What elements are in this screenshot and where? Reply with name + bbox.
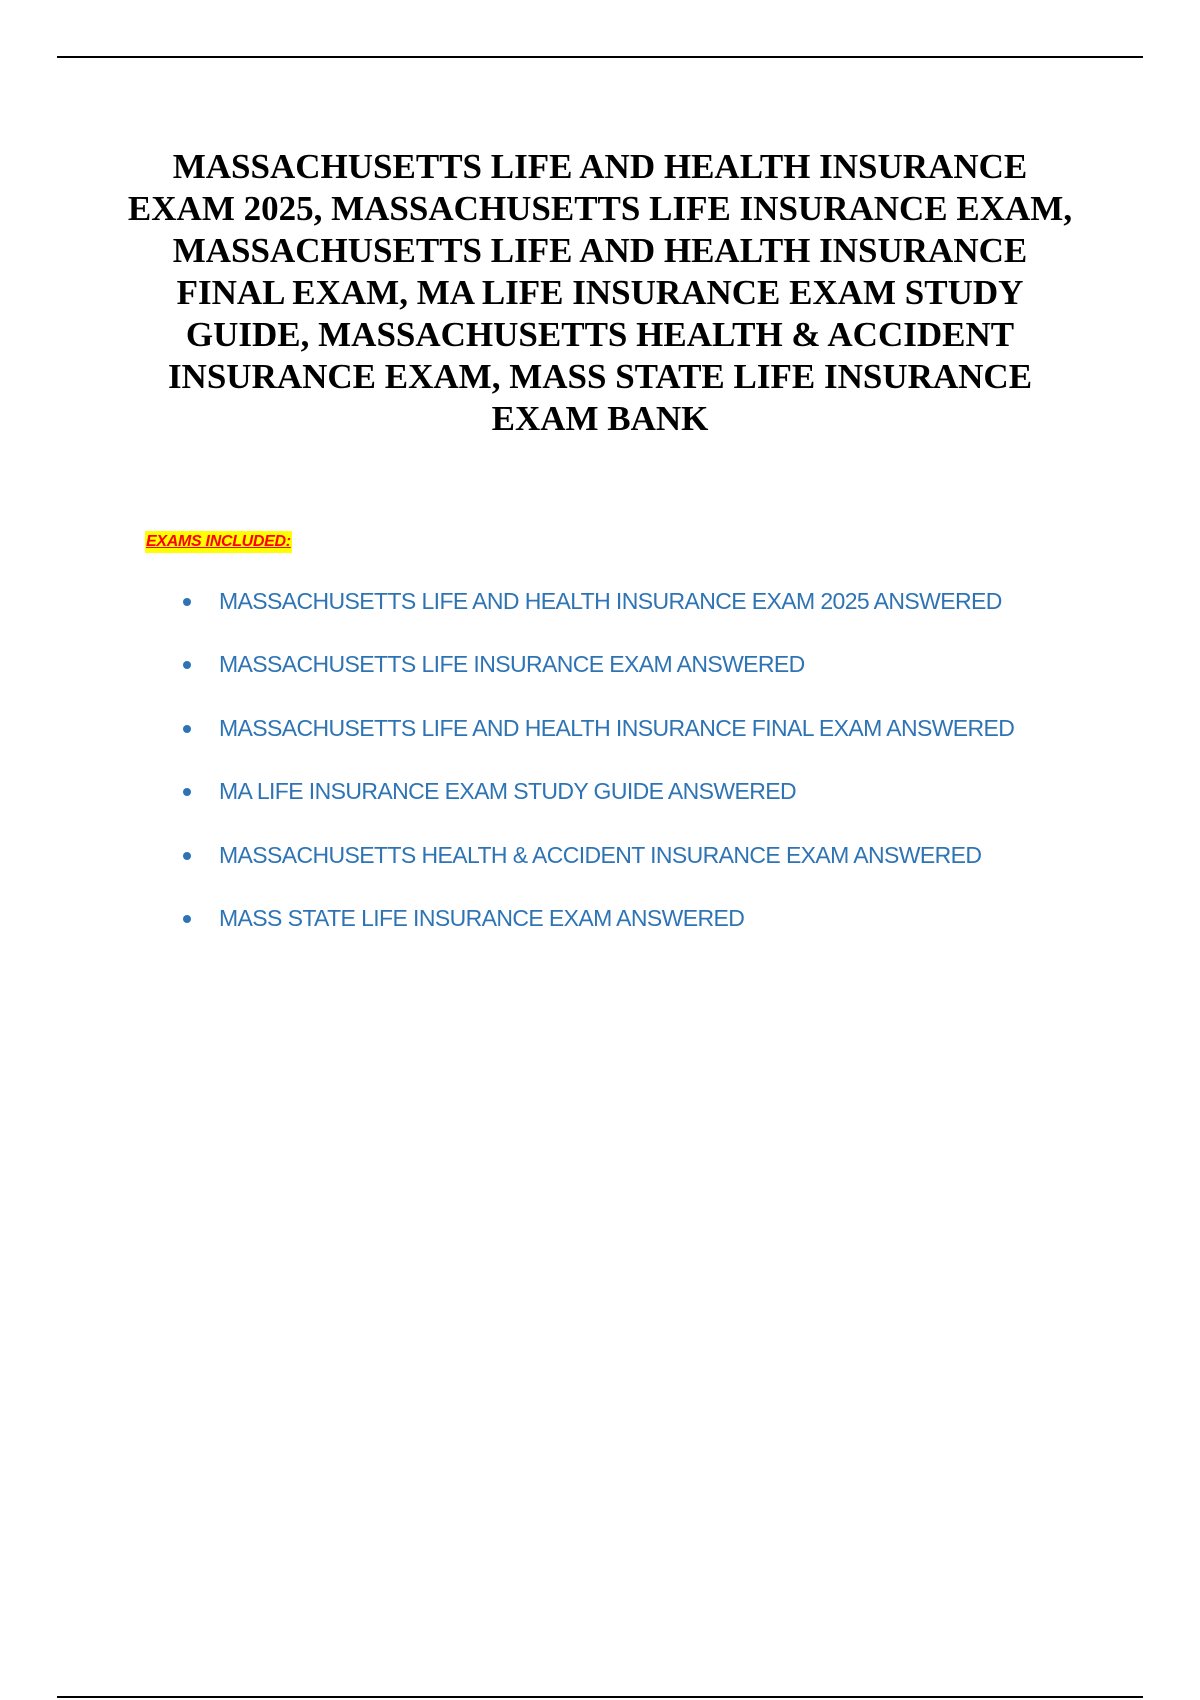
exam-list-item	[180, 901, 1140, 964]
bullet-icon	[183, 725, 191, 733]
top-rule	[57, 56, 1143, 58]
bullet-icon	[183, 661, 191, 669]
bullet-icon	[183, 852, 191, 860]
exam-list-item	[180, 711, 1140, 774]
bullet-icon	[183, 598, 191, 606]
document-title: MASSACHUSETTS LIFE AND HEALTH INSURANCE EXAM 2025, MASSACHUSETTS LIFE INSURANCE EXAM, MASSACHUSETTS LIFE AND HEALTH INSURANCE FINAL EXAM, MA LIFE INSURANCE EXAM STUDY GUIDE, MASSACHUSETTS HEALTH & ACCIDENT INSURANCE EXAM, MASS STATE LIFE INSURANCE EXAM BANK	[127, 147, 1073, 438]
bullet-icon	[183, 788, 191, 796]
exam-item-text: MASSACHUSETTS HEALTH & ACCIDENT INSURANCE EXAM ANSWERED	[219, 841, 982, 868]
exam-item-text: MASSACHUSETTS LIFE AND HEALTH INSURANCE FINAL EXAM ANSWERED	[219, 714, 1015, 741]
exams-included-label: EXAMS INCLUDED:	[145, 531, 292, 553]
exam-item-text: MASSACHUSETTS LIFE INSURANCE EXAM ANSWERED	[219, 651, 805, 678]
bottom-rule	[57, 1696, 1143, 1698]
exam-item-text: MA LIFE INSURANCE EXAM STUDY GUIDE ANSWERED	[219, 778, 796, 805]
exam-item-text: MASSACHUSETTS LIFE AND HEALTH INSURANCE EXAM 2025 ANSWERED	[219, 588, 1002, 614]
exam-list-item	[180, 774, 1140, 837]
exam-list-item	[180, 838, 1140, 901]
bullet-icon	[183, 915, 191, 923]
exam-item-text: MASS STATE LIFE INSURANCE EXAM ANSWERED	[219, 904, 745, 931]
exam-list-item	[180, 647, 1140, 710]
exam-list	[180, 584, 1140, 964]
exam-list-item	[180, 584, 1140, 647]
